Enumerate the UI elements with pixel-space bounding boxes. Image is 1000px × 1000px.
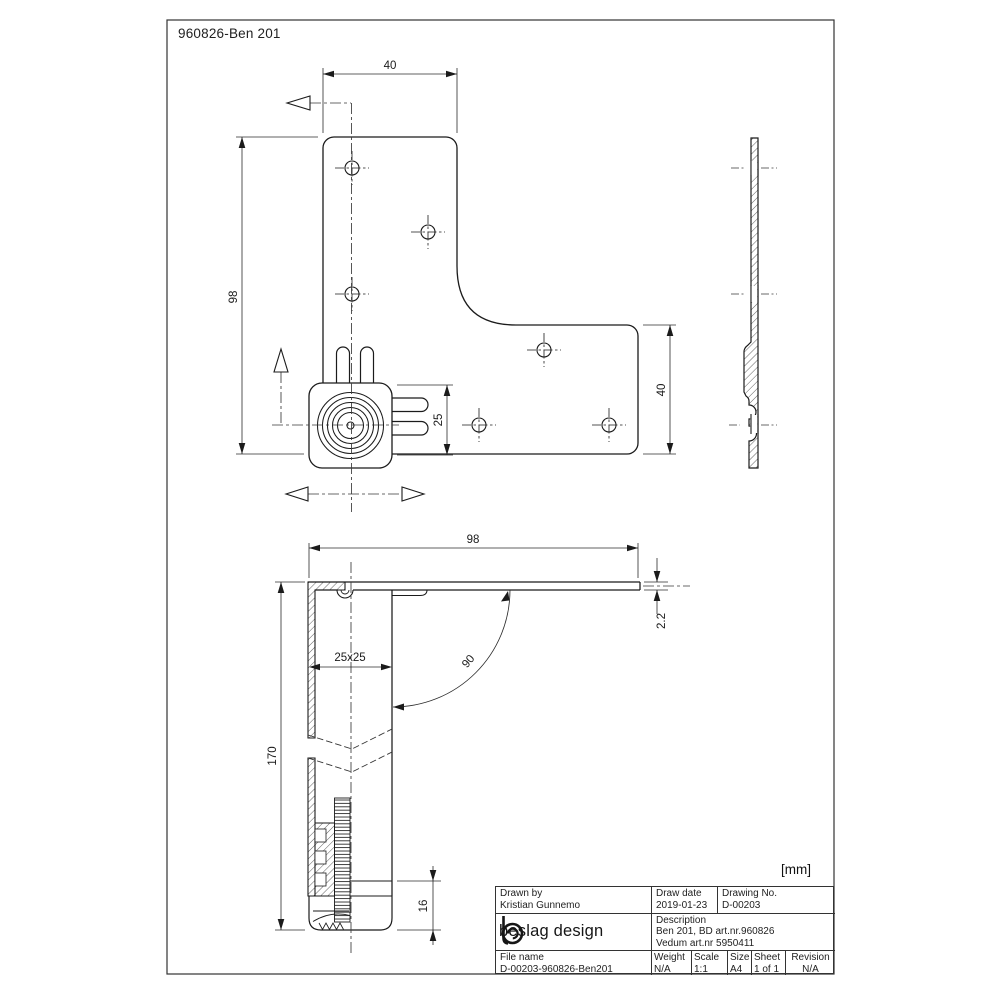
dim-arm-width bbox=[643, 325, 676, 454]
side-section-view bbox=[729, 138, 777, 468]
dim-label: 40 bbox=[656, 383, 668, 397]
size-cell bbox=[727, 950, 751, 975]
beslag-design-logo-icon bbox=[496, 914, 526, 946]
dim-angle bbox=[393, 590, 510, 711]
dim-arrow bbox=[667, 325, 674, 336]
wall-section-lower bbox=[308, 758, 315, 896]
section-arrow-east-icon bbox=[402, 487, 424, 501]
logo-text: beslag design bbox=[499, 922, 604, 941]
foot-pad-plate bbox=[309, 383, 392, 468]
size-value: A4 bbox=[730, 963, 743, 975]
foot-pad bbox=[309, 383, 392, 468]
break-lines bbox=[308, 729, 392, 772]
drawing-no-cell bbox=[717, 887, 835, 913]
dim-leg-height bbox=[267, 582, 305, 930]
scale-value: 1:1 bbox=[694, 963, 708, 975]
dim-arrow bbox=[654, 590, 661, 601]
description-line2: Vedum art.nr 5950411 bbox=[656, 937, 755, 949]
sheet-cell bbox=[751, 950, 785, 975]
bend-flange bbox=[392, 590, 427, 596]
dim-arrow bbox=[430, 870, 437, 881]
foot-teeth bbox=[319, 923, 344, 930]
draw-date-cell bbox=[651, 887, 717, 913]
dim-label: 25x25 bbox=[334, 652, 366, 664]
draw-date-value: 2019-01-23 bbox=[656, 899, 708, 911]
dim-arrow bbox=[278, 919, 285, 930]
description-label: Description bbox=[656, 915, 707, 926]
units-label: [mm] bbox=[781, 862, 811, 877]
description-line1: Ben 201, BD art.nr.960826 bbox=[656, 926, 775, 938]
glide-foot bbox=[309, 896, 392, 930]
revision-value: N/A bbox=[802, 963, 819, 975]
size-label: Size bbox=[730, 952, 750, 963]
dim-arrow bbox=[239, 443, 246, 454]
revision-label: Revision bbox=[791, 952, 830, 963]
sheet-value: 1 of 1 bbox=[754, 963, 780, 975]
file-name-value: D-00203-960826-Ben201 bbox=[500, 963, 613, 975]
dim-arrow bbox=[239, 137, 246, 148]
dim-label: 90 bbox=[460, 652, 478, 671]
threaded-rod bbox=[335, 798, 351, 922]
revision-cell bbox=[785, 950, 835, 975]
section-arrow-west-icon bbox=[286, 487, 308, 501]
dim-arrow bbox=[278, 582, 285, 593]
dim-arrow bbox=[627, 545, 638, 552]
dim-arrow bbox=[446, 71, 457, 78]
weight-label: Weight bbox=[654, 952, 685, 963]
dim-arrow bbox=[430, 930, 437, 941]
angle-arc bbox=[393, 590, 510, 707]
scale-label: Scale bbox=[694, 952, 720, 963]
sheet-label: Sheet bbox=[754, 952, 781, 963]
section-arrow-up-icon bbox=[274, 349, 288, 372]
dim-arrow bbox=[501, 591, 510, 602]
drawing-no-value: D-00203 bbox=[722, 899, 761, 911]
foot-outline bbox=[309, 896, 392, 930]
dim-label: 40 bbox=[383, 60, 397, 72]
sheet-frame bbox=[167, 20, 834, 974]
dim-label: 98 bbox=[228, 290, 240, 304]
scale-cell bbox=[691, 950, 727, 975]
file-name-cell bbox=[496, 950, 651, 975]
drawing-title: 960826-Ben 201 bbox=[178, 26, 281, 41]
dim-arrow bbox=[381, 664, 392, 671]
dim-arrow bbox=[667, 443, 674, 454]
drawn-by-label: Drawn by bbox=[500, 888, 543, 899]
top-view-l-plate bbox=[272, 96, 638, 512]
file-name-label: File name bbox=[500, 952, 544, 963]
dim-tube-section bbox=[309, 652, 392, 670]
dim-front-width bbox=[309, 534, 638, 578]
title-block bbox=[495, 886, 834, 974]
dim-label: 2.2 bbox=[656, 613, 668, 629]
dim-foot-height bbox=[397, 866, 441, 945]
drawn-by-value: Kristian Gunnemo bbox=[500, 899, 581, 911]
dim-plate-top-width bbox=[323, 60, 457, 133]
dim-plate-height bbox=[228, 137, 318, 454]
dim-plate-thickness bbox=[644, 558, 668, 629]
dim-arrow bbox=[393, 704, 404, 711]
dim-label: 25 bbox=[433, 413, 445, 427]
weight-value: N/A bbox=[654, 963, 671, 975]
dim-arrow bbox=[323, 71, 334, 78]
description-cell bbox=[651, 913, 835, 950]
dim-label: 170 bbox=[267, 746, 279, 766]
dim-arrow bbox=[309, 545, 320, 552]
dim-label: 98 bbox=[466, 534, 480, 546]
drawn-by-cell bbox=[496, 887, 651, 913]
section-arrow-left-icon bbox=[287, 96, 310, 110]
adjuster-insert bbox=[309, 823, 392, 896]
dim-arrow bbox=[654, 571, 661, 582]
draw-date-label: Draw date bbox=[656, 888, 702, 899]
logo-cell bbox=[496, 913, 651, 950]
drawing-no-label: Drawing No. bbox=[722, 888, 778, 899]
weight-cell bbox=[651, 950, 691, 975]
dim-label: 16 bbox=[418, 899, 430, 913]
